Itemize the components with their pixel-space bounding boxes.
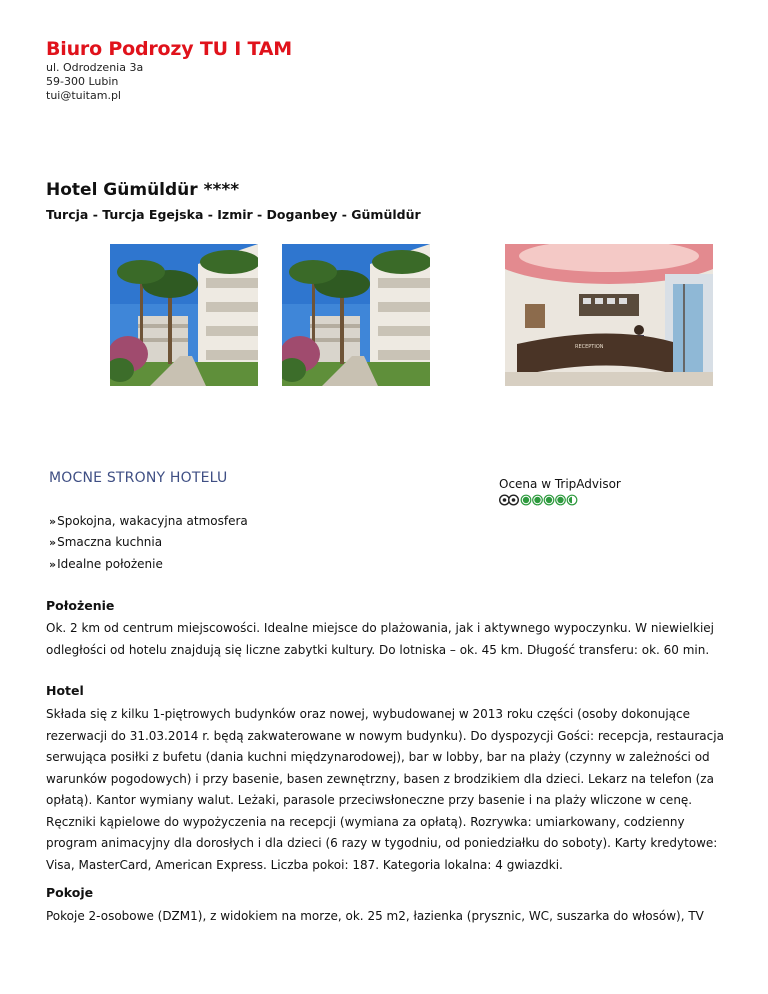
hotel-exterior-palms-photo xyxy=(110,244,258,386)
double-chevron-right-icon: ›› xyxy=(49,536,55,549)
rating-bubble-fill xyxy=(546,497,552,503)
strength-text: Idealne położenie xyxy=(57,557,163,571)
hotel-reception-photo xyxy=(505,244,713,386)
tripadvisor-owl-icon xyxy=(499,491,519,510)
section-title-location: Położenie xyxy=(46,598,115,613)
strengths-title: MOCNE STRONY HOTELU xyxy=(49,470,228,486)
rating-bubble-fill xyxy=(534,497,540,503)
strength-item xyxy=(49,535,162,549)
agency-address-line2: 59-300 Lubin xyxy=(46,75,119,88)
section-body-location: Ok. 2 km od centrum miejscowości. Idealne miejsce do plażowania, jak i aktywnego wypoczynku. W niewielkiej odległości od hotelu znajdują się liczne zabytki kultury. Do lotniska – ok. 45 km. Długość transferu: ok. 60 min. xyxy=(46,621,715,657)
tripadvisor-rating-bubbles xyxy=(520,491,578,510)
rating-bubble-fill xyxy=(557,497,563,503)
agency-address-line1: ul. Odrodzenia 3a xyxy=(46,61,144,74)
strength-text: Spokojna, wakacyjna atmosfera xyxy=(57,514,248,528)
reception-sign: RECEPTION xyxy=(575,344,604,350)
double-chevron-right-icon: ›› xyxy=(49,558,55,571)
hotel-name: Hotel Gümüldür **** xyxy=(46,180,240,200)
section-title-rooms: Pokoje xyxy=(46,885,94,900)
section-title-hotel: Hotel xyxy=(46,683,84,698)
section-body-hotel: Składa się z kilku 1-piętrowych budynków oraz nowej, wybudowanej w 2013 roku części (osoby dokonujące rezerwacji do 31.03.2014 r. będą zakwaterowane w nowym budynku). Do dyspozycji Gości: recepcja, restauracja serwująca posiłki z bufetu (dania kuchni międzynarodowej), bar w lobby, bar na plaży (czynny w zależności od warunków pogodowych) i przy basenie, basen zewnętrzny, basen z brodzikiem dla dzieci. Lekarz na telefon (za opłatą). Kantor wymiany walut. Leżaki, parasole przeciwsłoneczne przy basenie i na plaży wliczone w cenę. Ręczniki kąpielowe do wypożyczenia na recepcji (wymiana za opłatą). Rozrywka: umiarkowany, codzienny program animacyjny dla dorosłych i dla dzieci (6 razy w tygodniu, od poniedziałku do soboty). Karty kredytowe: Visa, MasterCard, American Express. Liczba pokoi: 187. Kategoria lokalna: 4 gwiazdki. xyxy=(46,707,724,872)
hotel-exterior-palms-photo xyxy=(282,244,430,386)
strength-text: Smaczna kuchnia xyxy=(57,535,163,549)
tripadvisor-label: Ocena w TripAdvisor xyxy=(499,477,621,491)
rating-bubble-fill xyxy=(523,497,529,503)
strength-item xyxy=(49,514,248,528)
section-body-rooms: Pokoje 2-osobowe (DZM1), z widokiem na morze, ok. 25 m2, łazienka (prysznic, WC, suszarka do włosów), TV xyxy=(46,909,704,923)
strength-item xyxy=(49,557,163,571)
hotel-location: Turcja - Turcja Egejska - Izmir - Doganbey - Gümüldür xyxy=(46,207,421,222)
double-chevron-right-icon: ›› xyxy=(49,515,55,528)
agency-name: Biuro Podrozy TU I TAM xyxy=(46,38,293,60)
agency-email[interactable]: tui@tuitam.pl xyxy=(46,89,121,102)
